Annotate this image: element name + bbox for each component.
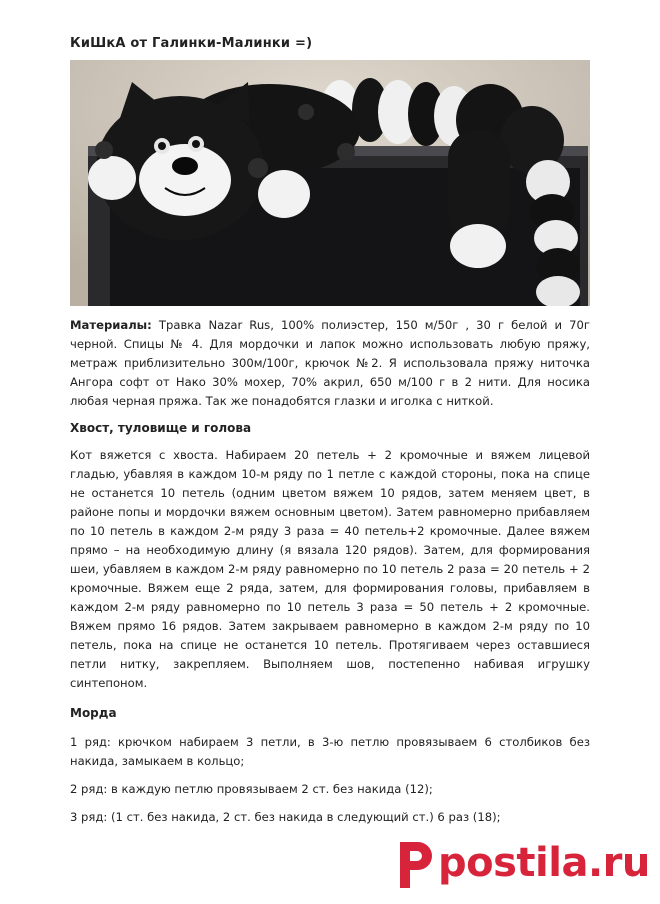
knitted-cat-on-tv-icon xyxy=(70,60,590,306)
muzzle-row-1: 1 ряд: крючком набираем 3 петли, в 3-ю петлю провязываем 6 столбиков без накида, замыкаем в кольцо; xyxy=(70,735,590,768)
materials-text: Травка Nazar Rus, 100% полиэстер, 150 м/50г , 30 г белой и 70г черной. Спицы № 4. Для мордочки и лапок можно использовать любую пряжу, метраж приблизительно 300м/100г, крючок №2. Я использовала пряжу ниточка Ангора софт от Нако 30% мохер, 70% акрил, 650 м/100 г в 2 нити. Для носика любая черная пряжа. Так же понадобятся глазки и иголка с ниткой. xyxy=(70,318,591,408)
postila-watermark xyxy=(392,836,652,896)
page-title: КиШкА от Галинки-Малинки =) xyxy=(70,36,313,51)
materials-paragraph xyxy=(70,316,590,411)
section-heading-tail-body-head: Хвост, туловище и голова xyxy=(70,421,252,435)
section-heading-muzzle: Морда xyxy=(70,706,117,720)
muzzle-row-2: 2 ряд: в каждую петлю провязываем 2 ст. без накида (12); xyxy=(70,782,433,796)
knitted-cat-photo xyxy=(70,60,590,306)
section-text-tail-body-head: Кот вяжется с хвоста. Набираем 20 петель + 2 кромочные и вяжем лицевой гладью, убавляя в каждом 10-м ряду по 1 петле с каждой стороны, пока на спице не останется 10 петель (одним цветом вяжем 10 рядов, затем меняем цвет, в районе попы и мордочки вяжем основным цветом). Затем равномерно прибавляем по 10 петель в каждом 2-м ряду 3 раза = 40 петель+2 кромочные. Далее вяжем прямо – на необходимую длину (я вязала 120 рядов). Затем, для формирования шеи, убавляем в каждом 2-м ряду равномерно по 10 петель 2 раза = 20 петель + 2 кромочные. Вяжем еще 2 ряда, затем, для формирования головы, прибавляем в каждом 2-м ряду равномерно по 10 петель 3 раза = 50 петель + 2 кромочные. Вяжем прямо 16 рядов. Затем закрываем равномерно в каждом 2-м ряду по 10 петель, пока на спице не останется 10 петель. Протягиваем через оставшиеся петли нитку, закрепляем. Выполняем шов, постепенно набивая игрушку синтепоном. xyxy=(70,448,590,690)
postila-logo-icon xyxy=(392,836,438,892)
materials-label: Материалы: xyxy=(70,318,152,332)
watermark-text: postila.ru xyxy=(438,840,650,886)
muzzle-row-3: 3 ряд: (1 ст. без накида, 2 ст. без накида в следующий ст.) 6 раз (18); xyxy=(70,810,501,824)
